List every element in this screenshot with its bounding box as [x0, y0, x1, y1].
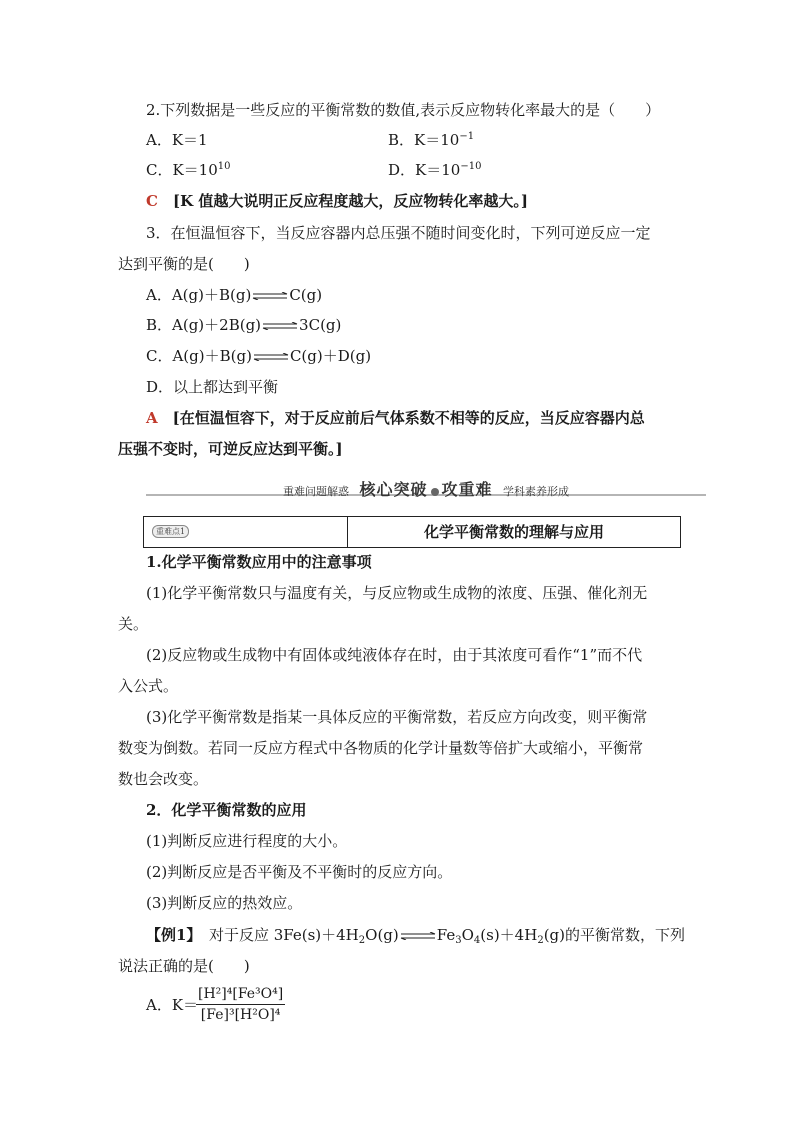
topic-table	[143, 516, 681, 548]
q2-option-d: D．$K=10^{-10}$	[388, 161, 482, 179]
q3-answer-line1: A [在恒温恒容下，对于反应前后气体系数不相等的反应，当反应容器内总	[146, 409, 645, 427]
section2-item1: (1)判断反应进行程度的大小。	[146, 832, 348, 850]
fraction-denominator: [Fe]³[H²O]⁴	[200, 1007, 281, 1023]
q2-option-b: B．$K=10^{-1}$	[388, 131, 475, 149]
q2-option-c: C．$K=10^{10}$	[146, 161, 231, 179]
equilibrium-arrow-icon	[253, 353, 289, 361]
q3-option-c: C．A(g)＋B(g) C(g)＋D(g)	[146, 347, 372, 365]
section1-p3-line1: (3)化学平衡常数是指某一具体反应的平衡常数，若反应方向改变，则平衡常	[146, 708, 648, 726]
q3-option-a: A．A(g)＋B(g) C(g)	[146, 286, 323, 304]
q3-stem-line1: 3．在恒温恒容下，当反应容器内总压强不随时间变化时，下列可逆反应一定	[146, 224, 651, 242]
section1-p2-line2: 入公式。	[118, 677, 179, 695]
topic-tag: 重难点1	[152, 525, 189, 538]
q2-option-a: A．K＝1	[146, 131, 208, 149]
section1-p3-line2: 数变为倒数。若同一反应方程式中各物质的化学计量数等倍扩大或缩小，平衡常	[118, 739, 644, 757]
q2-answer: C [K 值越大说明正反应程度越大，反应物转化率越大。]	[146, 192, 528, 210]
equilibrium-arrow-icon	[252, 292, 288, 300]
topic-tag-cell	[144, 517, 348, 547]
q2-answer-letter: C	[146, 192, 158, 210]
topic-title: 化学平衡常数的理解与应用	[423, 523, 604, 541]
q3-answer-line2: 压强不变时，可逆反应达到平衡。]	[118, 440, 343, 458]
section-banner	[146, 472, 706, 502]
example1-option-a-fraction	[196, 985, 285, 1024]
equilibrium-arrow-icon	[262, 322, 298, 330]
q3-stem-line2: 达到平衡的是( )	[118, 255, 250, 273]
q3-answer-letter: A	[146, 409, 158, 427]
banner-dot-icon	[431, 488, 439, 496]
q3-option-d: D．以上都达到平衡	[146, 378, 279, 396]
banner-title-b: 攻重难	[441, 480, 493, 499]
banner-right-label: 学科素养形成	[503, 485, 570, 498]
section1-p1-line1: (1)化学平衡常数只与温度有关，与反应物或生成物的浓度、压强、催化剂无	[146, 584, 648, 602]
example1-stem-line2: 说法正确的是( )	[118, 957, 250, 975]
example1-stem: 【例1】 对于反应 $3Fe(s)+4H_2O(g)$ $Fe_3O_4(s)+4H_2(g)$的平衡常数，下列	[146, 926, 685, 946]
section1-p2-line1: (2)反应物或生成物中有固体或纯液体存在时，由于其浓度可看作“1”而不代	[146, 646, 643, 664]
banner-title-a: 核心突破	[359, 480, 428, 499]
section2-heading: 2．化学平衡常数的应用	[146, 801, 307, 819]
equilibrium-arrow-icon	[400, 932, 436, 940]
section1-p3-line3: 数也会改变。	[118, 770, 209, 788]
fraction-numerator: [H²]⁴[Fe³O⁴]	[196, 985, 285, 1005]
section2-item3: (3)判断反应的热效应。	[146, 894, 303, 912]
q2-stem: 2.下列数据是一些反应的平衡常数的数值,表示反应物转化率最大的是（ ）	[146, 101, 661, 119]
example1-option-a-label: A．K＝	[146, 996, 199, 1014]
banner-left-label: 重难问题解惑	[282, 485, 349, 498]
section1-p1-line2: 关。	[118, 615, 149, 633]
section2-item2: (2)判断反应是否平衡及不平衡时的反应方向。	[146, 863, 453, 881]
q3-option-b: B．A(g)＋2B(g) 3C(g)	[146, 316, 342, 334]
section1-heading: 1.化学平衡常数应用中的注意事项	[146, 553, 372, 571]
example1-label: 【例1】	[146, 926, 194, 944]
